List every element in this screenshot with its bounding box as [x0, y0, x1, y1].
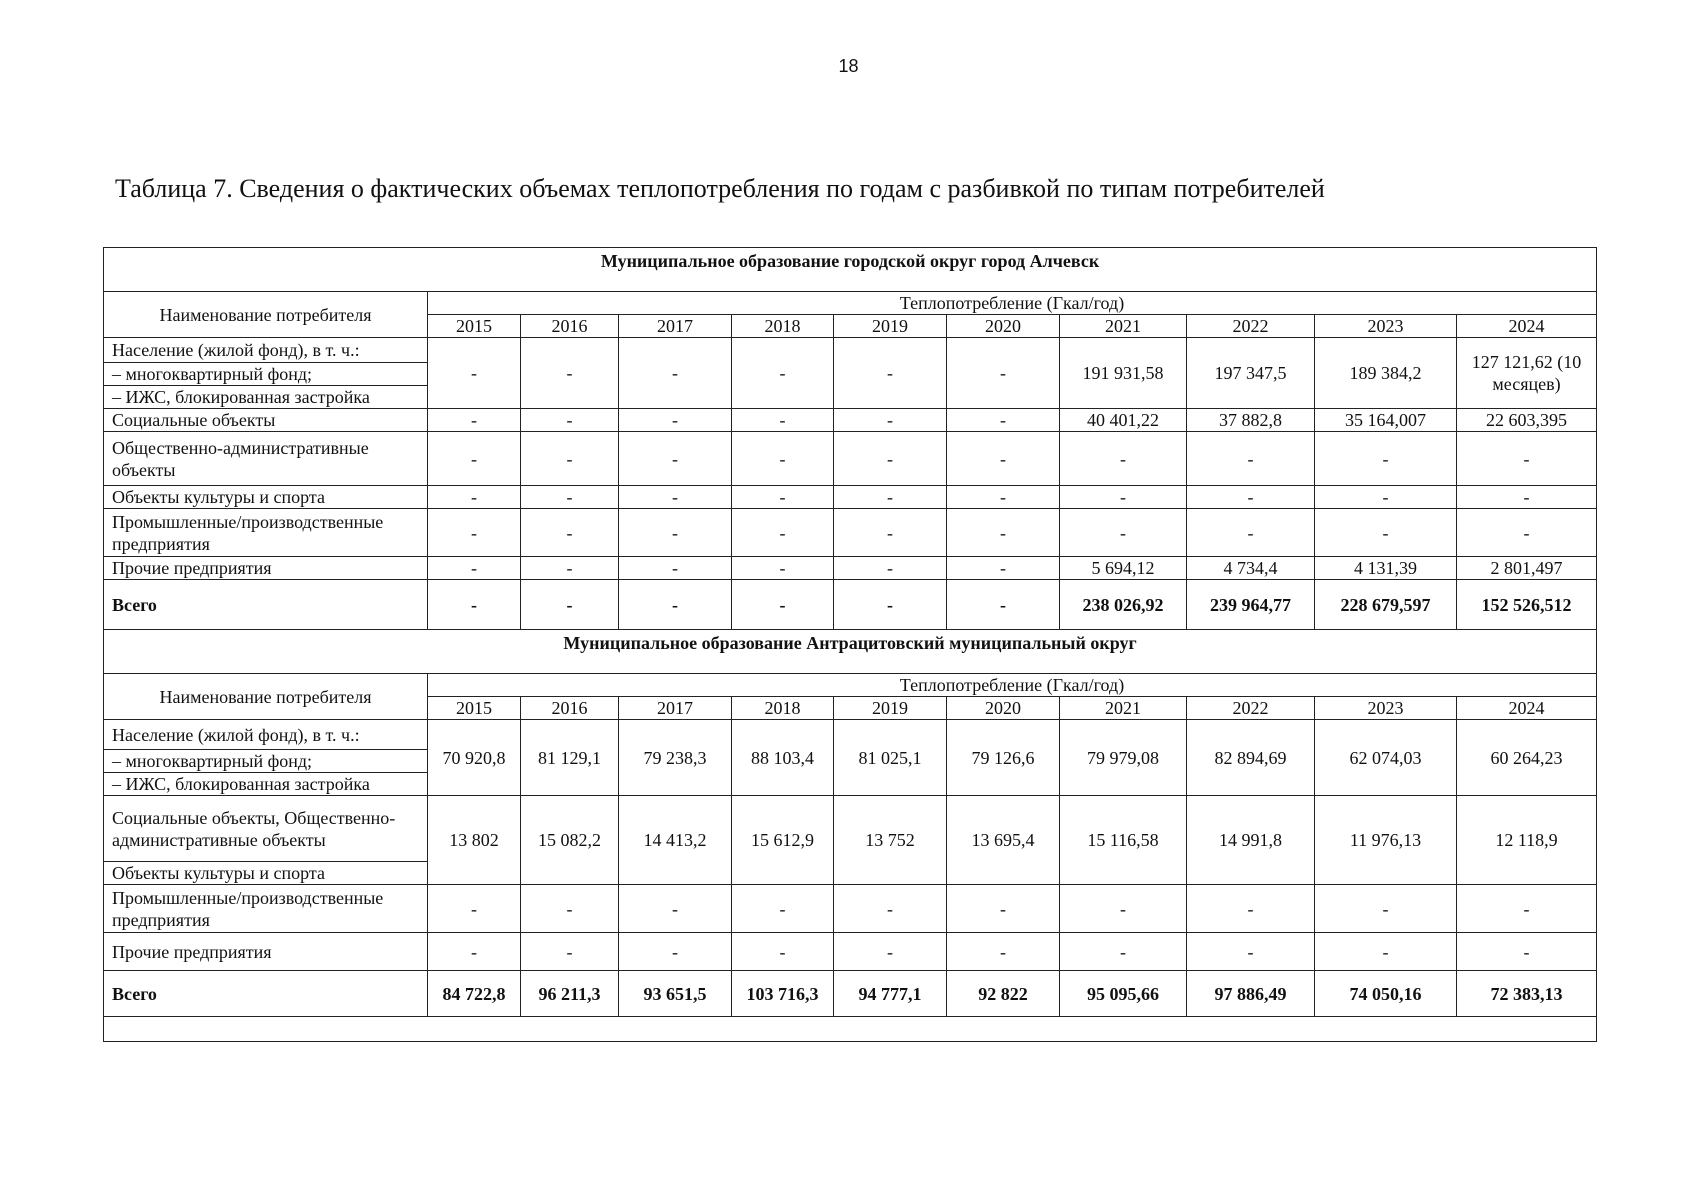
consumer-value: -: [619, 486, 732, 509]
total-value: -: [428, 580, 521, 630]
consumer-value: -: [1187, 885, 1315, 933]
table-caption: Таблица 7. Сведения о фактических объемах теплопотребления по годам с разбивкой по типам потребителей: [115, 174, 1325, 203]
year-header: 2020: [947, 697, 1060, 720]
consumer-value: -: [521, 432, 619, 486]
consumer-value: -: [947, 486, 1060, 509]
consumption-header: Теплопотребление (Гкал/год): [428, 674, 1597, 697]
table-row: [104, 796, 1597, 862]
population-value: 127 121,62 (10 месяцев): [1457, 338, 1597, 409]
consumer-value: -: [732, 409, 834, 432]
social-value: 13 802: [428, 796, 521, 885]
consumer-value: -: [428, 557, 521, 580]
year-header: 2019: [834, 697, 947, 720]
table-row: [104, 486, 1597, 509]
year-header: 2017: [619, 697, 732, 720]
social-value: 11 976,13: [1315, 796, 1457, 885]
consumer-value: -: [428, 885, 521, 933]
population-value: 79 126,6: [947, 720, 1060, 796]
year-header: 2019: [834, 315, 947, 338]
population-value: 88 103,4: [732, 720, 834, 796]
social-value: 15 116,58: [1060, 796, 1187, 885]
consumer-value: 4 131,39: [1315, 557, 1457, 580]
consumer-value: -: [1457, 885, 1597, 933]
total-value: 93 651,5: [619, 971, 732, 1017]
population-value: 79 979,08: [1060, 720, 1187, 796]
consumer-value: -: [834, 409, 947, 432]
consumer-value: -: [619, 509, 732, 557]
consumer-value: 22 603,395: [1457, 409, 1597, 432]
consumer-value: -: [947, 432, 1060, 486]
consumer-value: -: [619, 933, 732, 971]
year-header: 2021: [1060, 315, 1187, 338]
consumer-value: -: [732, 933, 834, 971]
total-value: 238 026,92: [1060, 580, 1187, 630]
consumer-value: -: [619, 557, 732, 580]
consumer-name-header: Наименование потребителя: [104, 674, 428, 720]
year-header: 2021: [1060, 697, 1187, 720]
total-value: 92 822: [947, 971, 1060, 1017]
year-header: 2023: [1315, 315, 1457, 338]
total-value: -: [619, 580, 732, 630]
consumer-value: -: [521, 409, 619, 432]
social-admin-label: Социальные объекты, Общественно-административные объекты: [104, 796, 428, 862]
population-value: 70 920,8: [428, 720, 521, 796]
consumer-label: Объекты культуры и спорта: [104, 486, 428, 509]
consumer-value: -: [834, 486, 947, 509]
year-header: 2016: [521, 697, 619, 720]
consumer-value: -: [1315, 933, 1457, 971]
apartment-fund-label: – многоквартирный фонд;: [104, 363, 428, 386]
consumer-value: -: [1060, 885, 1187, 933]
social-value: 14 991,8: [1187, 796, 1315, 885]
table-row: [104, 933, 1597, 971]
consumer-value: -: [732, 486, 834, 509]
consumer-name-header: Наименование потребителя: [104, 292, 428, 338]
consumer-value: -: [1457, 933, 1597, 971]
consumer-value: -: [732, 885, 834, 933]
consumer-value: 4 734,4: [1187, 557, 1315, 580]
population-value: 197 347,5: [1187, 338, 1315, 409]
population-value: 79 238,3: [619, 720, 732, 796]
private-housing-label: – ИЖС, блокированная застройка: [104, 773, 428, 796]
total-value: -: [834, 580, 947, 630]
consumer-value: -: [619, 409, 732, 432]
table-row: [104, 720, 1597, 750]
consumer-value: -: [947, 885, 1060, 933]
consumer-value: -: [521, 509, 619, 557]
total-value: -: [947, 580, 1060, 630]
population-value: 81 129,1: [521, 720, 619, 796]
population-value: -: [834, 338, 947, 409]
total-value: 239 964,77: [1187, 580, 1315, 630]
population-value: -: [521, 338, 619, 409]
consumer-value: -: [947, 509, 1060, 557]
total-value: -: [521, 580, 619, 630]
population-value: 189 384,2: [1315, 338, 1457, 409]
consumer-value: 37 882,8: [1187, 409, 1315, 432]
consumer-value: -: [834, 432, 947, 486]
consumption-header: Теплопотребление (Гкал/год): [428, 292, 1597, 315]
table-row: [104, 509, 1597, 557]
consumer-value: -: [428, 432, 521, 486]
population-value: 81 025,1: [834, 720, 947, 796]
table-row: [104, 432, 1597, 486]
consumer-value: -: [428, 933, 521, 971]
population-label: Население (жилой фонд), в т. ч.:: [104, 720, 428, 750]
consumer-value: -: [1060, 509, 1187, 557]
consumer-label: Общественно-административные объекты: [104, 432, 428, 486]
consumer-value: -: [1187, 432, 1315, 486]
total-value: 72 383,13: [1457, 971, 1597, 1017]
consumer-value: -: [732, 509, 834, 557]
population-value: 191 931,58: [1060, 338, 1187, 409]
consumer-value: -: [947, 557, 1060, 580]
consumer-value: -: [521, 885, 619, 933]
population-value: 82 894,69: [1187, 720, 1315, 796]
consumer-label: Промышленные/производственные предприятия: [104, 509, 428, 557]
total-value: 96 211,3: [521, 971, 619, 1017]
social-value: 15 082,2: [521, 796, 619, 885]
consumer-value: -: [834, 509, 947, 557]
consumer-value: -: [1457, 432, 1597, 486]
consumer-value: -: [1315, 509, 1457, 557]
total-value: 228 679,597: [1315, 580, 1457, 630]
year-header: 2015: [428, 315, 521, 338]
consumer-value: -: [521, 557, 619, 580]
total-value: 152 526,512: [1457, 580, 1597, 630]
population-value: 60 264,23: [1457, 720, 1597, 796]
consumer-value: -: [1187, 933, 1315, 971]
section-title: Муниципальное образование Антрацитовский муниципальный округ: [104, 630, 1597, 674]
consumer-value: -: [1457, 509, 1597, 557]
consumer-value: -: [834, 933, 947, 971]
consumer-value: -: [1060, 486, 1187, 509]
consumer-value: 40 401,22: [1060, 409, 1187, 432]
consumer-value: -: [834, 557, 947, 580]
consumer-value: -: [1315, 885, 1457, 933]
table-row: [104, 630, 1597, 674]
total-value: 97 886,49: [1187, 971, 1315, 1017]
consumer-value: 35 164,007: [1315, 409, 1457, 432]
population-value: -: [732, 338, 834, 409]
consumer-value: 5 694,12: [1060, 557, 1187, 580]
consumer-value: -: [1060, 933, 1187, 971]
consumer-value: -: [428, 486, 521, 509]
consumer-value: -: [521, 933, 619, 971]
social-value: 13 695,4: [947, 796, 1060, 885]
year-header: 2018: [732, 697, 834, 720]
consumer-value: -: [834, 885, 947, 933]
year-header: 2022: [1187, 697, 1315, 720]
consumer-value: -: [1187, 509, 1315, 557]
social-value: 13 752: [834, 796, 947, 885]
consumer-label: Прочие предприятия: [104, 557, 428, 580]
table-row: [104, 971, 1597, 1017]
year-header: 2018: [732, 315, 834, 338]
table-row: [104, 338, 1597, 363]
year-header: 2023: [1315, 697, 1457, 720]
consumer-value: -: [1315, 432, 1457, 486]
population-value: -: [428, 338, 521, 409]
total-value: 94 777,1: [834, 971, 947, 1017]
consumer-label: Прочие предприятия: [104, 933, 428, 971]
private-housing-label: – ИЖС, блокированная застройка: [104, 386, 428, 409]
population-label: Население (жилой фонд), в т. ч.:: [104, 338, 428, 363]
total-label: Всего: [104, 580, 428, 630]
consumer-label: Промышленные/производственные предприятия: [104, 885, 428, 933]
year-header: 2022: [1187, 315, 1315, 338]
consumer-label: Социальные объекты: [104, 409, 428, 432]
year-header: 2020: [947, 315, 1060, 338]
year-header: 2024: [1457, 315, 1597, 338]
total-value: -: [732, 580, 834, 630]
total-value: 103 716,3: [732, 971, 834, 1017]
total-value: 74 050,16: [1315, 971, 1457, 1017]
year-header: 2016: [521, 315, 619, 338]
table-row: [104, 580, 1597, 630]
social-value: 12 118,9: [1457, 796, 1597, 885]
table-row: [104, 1017, 1597, 1042]
population-value: -: [947, 338, 1060, 409]
population-value: 62 074,03: [1315, 720, 1457, 796]
table-row: [104, 885, 1597, 933]
total-label: Всего: [104, 971, 428, 1017]
year-header: 2015: [428, 697, 521, 720]
heat-consumption-table: [103, 247, 1597, 1042]
social-value: 14 413,2: [619, 796, 732, 885]
consumer-value: -: [521, 486, 619, 509]
page-number: 18: [838, 56, 859, 76]
total-value: 95 095,66: [1060, 971, 1187, 1017]
table-row: [104, 292, 1597, 315]
empty-footer-row: [104, 1017, 1597, 1042]
consumer-value: -: [732, 557, 834, 580]
table-row: [104, 248, 1597, 292]
consumer-value: -: [1457, 486, 1597, 509]
consumer-value: -: [1060, 432, 1187, 486]
population-value: -: [619, 338, 732, 409]
consumer-value: 2 801,497: [1457, 557, 1597, 580]
consumer-value: -: [1315, 486, 1457, 509]
consumer-value: -: [947, 409, 1060, 432]
consumer-value: -: [428, 509, 521, 557]
table-row: [104, 557, 1597, 580]
culture-sport-label: Объекты культуры и спорта: [104, 862, 428, 885]
total-value: 84 722,8: [428, 971, 521, 1017]
section-title: Муниципальное образование городской округ город Алчевск: [104, 248, 1597, 292]
table-row: [104, 409, 1597, 432]
consumer-value: -: [428, 409, 521, 432]
consumer-value: -: [1187, 486, 1315, 509]
table-row: [104, 674, 1597, 697]
social-value: 15 612,9: [732, 796, 834, 885]
consumer-value: -: [619, 885, 732, 933]
consumer-value: -: [947, 933, 1060, 971]
apartment-fund-label: – многоквартирный фонд;: [104, 750, 428, 773]
year-header: 2024: [1457, 697, 1597, 720]
year-header: 2017: [619, 315, 732, 338]
consumer-value: -: [732, 432, 834, 486]
consumer-value: -: [619, 432, 732, 486]
